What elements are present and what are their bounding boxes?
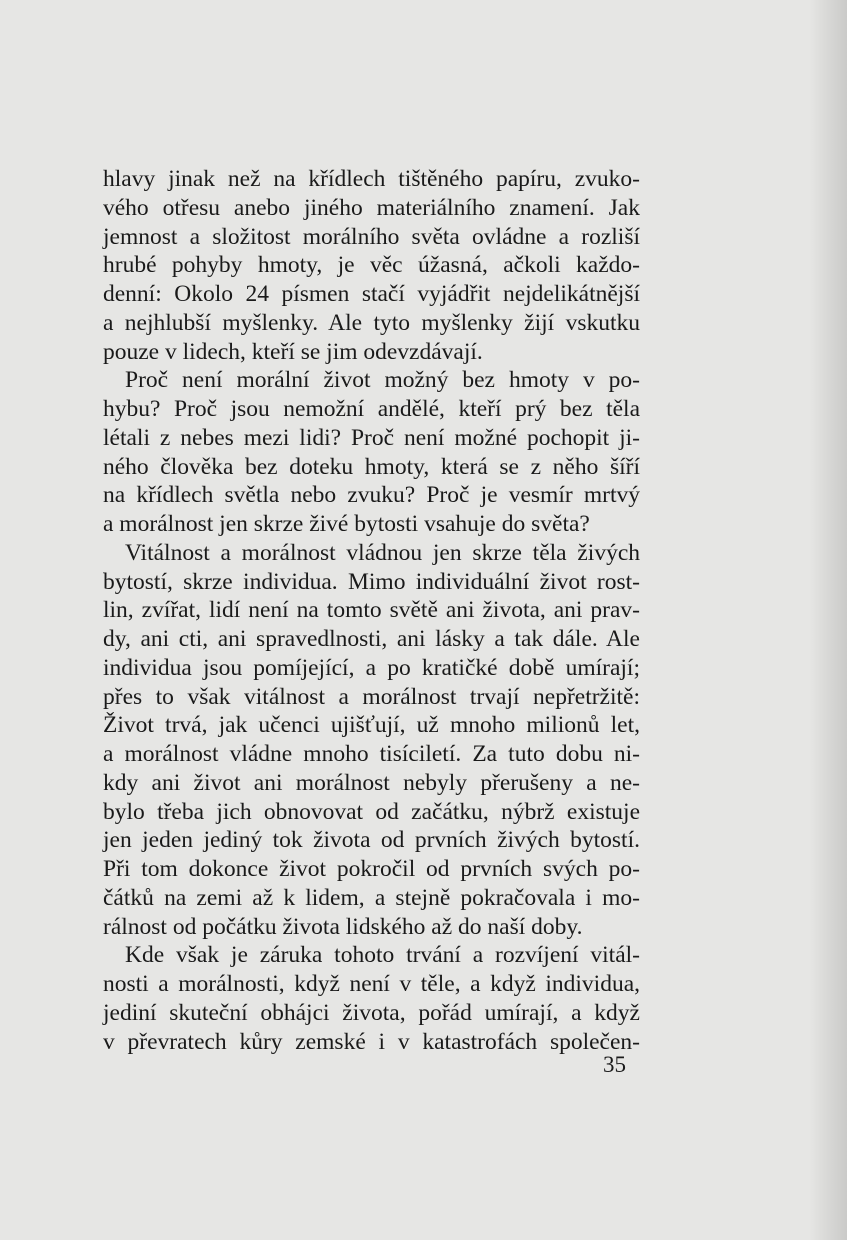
text-line: denní: Okolo 24 písmen stačí vyjádřit nejdelikátnější [103, 281, 640, 307]
text-line: dy, ani cti, ani spravedlnosti, ani lásky a tak dále. Ale [103, 626, 640, 652]
text-line: rálnost od počátku života lidského až do naší doby. [103, 913, 583, 940]
text-line: Při tom dokonce život pokročil od prvních svých po- [103, 856, 640, 882]
text-line: hrubé pohyby hmoty, je věc úžasná, ačkoli každo- [103, 252, 640, 279]
text-line: jediní skuteční obhájci života, pořád umírají, a když [103, 999, 640, 1026]
text-line: bytostí, skrze individua. Mimo individuální život rost- [103, 568, 640, 595]
text-line: létali z nebes mezi lidi? Proč není možné pochopit ji- [103, 424, 640, 451]
text-line: hlavy jinak než na křídlech tištěného papíru, zvuko- [103, 166, 640, 192]
text-line: kdy ani život ani morálnost nebyly přerušeny a ne- [103, 769, 640, 796]
text-line: čátků na zemi až k lidem, a stejně pokračovala i mo- [103, 884, 640, 911]
text-line: individua jsou pomíjející, a po kratičké době umírají; [103, 654, 640, 681]
text-line: pouze v lidech, kteří se jim odevzdávají. [103, 338, 483, 365]
text-line: Proč není morální život možný bez hmoty v po- [125, 367, 640, 394]
page-edge-shadow [809, 0, 847, 1240]
text-line: hybu? Proč jsou nemožní andělé, kteří prý bez těla [103, 396, 640, 422]
text-line: a nejhlubší myšlenky. Ale tyto myšlenky žijí vskutku [103, 309, 640, 336]
text-line: bylo třeba jich obnovovat od začátku, nýbrž existuje [103, 798, 640, 825]
text-line: vého otřesu anebo jiného materiálního znamení. Jak [103, 194, 640, 221]
text-line: v převratech kůry zemské i v katastrofách společen- [103, 1028, 640, 1055]
body-text [103, 165, 640, 1056]
text-line: ného člověka bez doteku hmoty, která se z něho šíří [103, 453, 640, 480]
text-line: nosti a morálnosti, když není v těle, a když individua, [103, 971, 640, 997]
text-line: jemnost a složitost morálního světa ovládne a rozliší [103, 223, 640, 250]
text-line: na křídlech světla nebo zvuku? Proč je vesmír mrtvý [103, 482, 640, 509]
text-line: Kde však je záruka tohoto trvání a rozvíjení vitál- [125, 942, 640, 969]
text-line: Život trvá, jak učenci ujišťují, už mnoho milionů let, [103, 712, 640, 739]
text-line: a morálnost jen skrze živé bytosti vsahuje do světa? [103, 511, 590, 537]
text-line: jen jeden jediný tok života od prvních živých bytostí. [103, 827, 640, 854]
text-line: lin, zvířat, lidí není na tomto světě ani života, ani prav- [103, 597, 640, 624]
text-line: a morálnost vládne mnoho tisíciletí. Za tuto dobu ni- [103, 741, 640, 767]
text-line: Vitálnost a morálnost vládnou jen skrze těla živých [125, 539, 640, 566]
text-line: přes to však vitálnost a morálnost trvají nepřetržitě: [103, 683, 640, 710]
page-number: 35 [603, 1052, 626, 1077]
